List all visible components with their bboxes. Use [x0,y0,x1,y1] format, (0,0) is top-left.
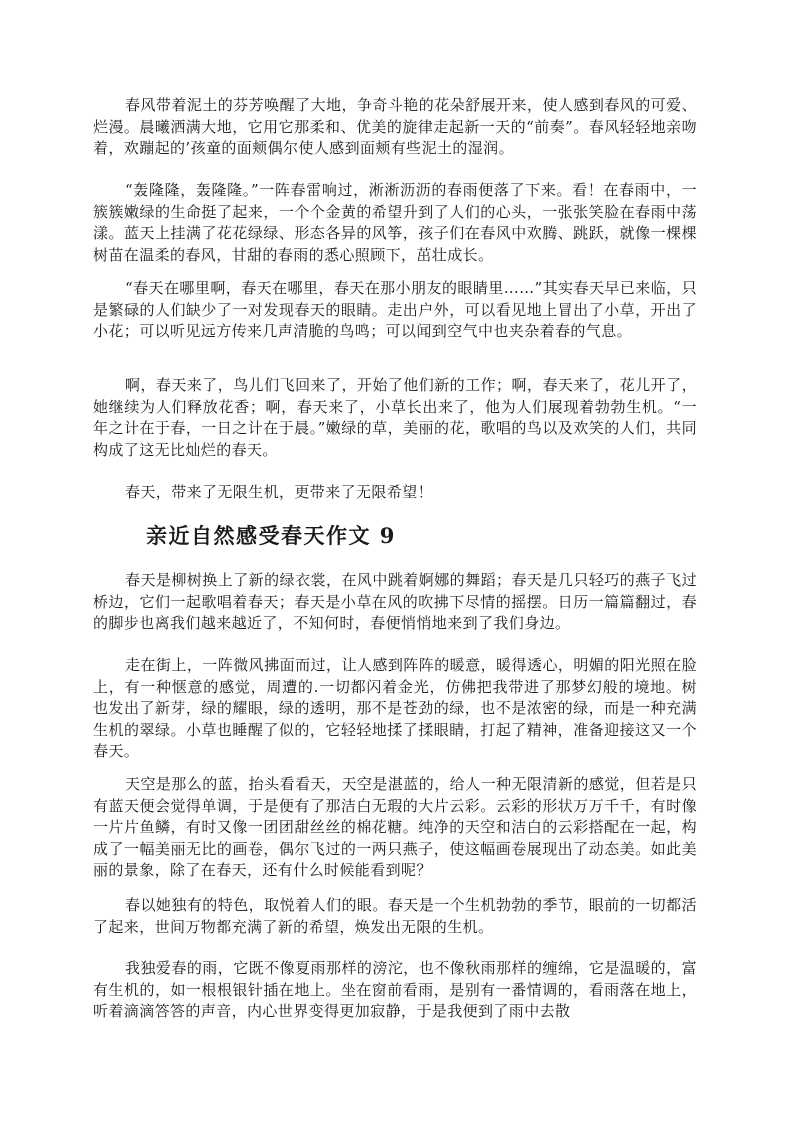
paragraph-8: 天空是那么的蓝，抬头看看天，天空是湛蓝的，给人一种无限清新的感觉，但若是只有蓝天便会觉得单调，于是便有了那洁白无瑕的大片云彩。云彩的形状万万千千，有时像一片片鱼鳞，有时又像一团团甜丝丝的棉花糖。纯净的天空和洁白的云彩搭配在一起，构成了一幅美丽无比的画卷，偶尔飞过的一两只燕子，使这幅画卷展现出了动态美。如此美丽的景象，除了在春天，还有什么时候能看到呢？ [93,775,697,879]
section-title: 亲近自然感受春天作文 9 [146,523,396,548]
paragraph-6: 春天是柳树换上了新的绿衣裳，在风中跳着婀娜的舞蹈；春天是几只轻巧的燕子飞过桥边，它们一起歌唱着春天；春天是小草在风的吹拂下尽情的摇摆。日历一篇篇翻过，春的脚步也离我们越来越近了，不知何时，春便悄悄地来到了我们身边。 [93,571,697,632]
paragraph-9: 春以她独有的特色，取悦着人们的眼。春天是一个生机勃勃的季节，眼前的一切都活了起来，世间万物都充满了新的希望，焕发出无限的生机。 [93,896,697,936]
paragraph-2: “轰隆隆，轰隆隆。”一阵春雷响过，淅淅沥沥的春雨便落了下来。看！在春雨中，一簇簇嫩绿的生命挺了起来，一个个金黄的希望升到了人们的心头，一张张笑脸在春雨中荡漾。蓝天上挂满了花花绿绿、形态各异的风筝，孩子们在春风中欢腾、跳跃，就像一棵棵树苗在温柔的春风，甘甜的春雨的悉心照顾下，茁壮成长。 [93,181,697,264]
paragraph-5: 春天，带来了无限生机，更带来了无限希望！ [125,483,434,501]
paragraph-10: 我独爱春的雨，它既不像夏雨那样的滂沱，也不像秋雨那样的缠绵，它是温暖的，富有生机的，如一根根银针插在地上。坐在窗前看雨，是别有一番情调的，看雨落在地上，听着滴滴答答的声音，内心世界变得更加寂静，于是我便到了雨中去散 [93,959,697,1020]
paragraph-3: “春天在哪里啊，春天在哪里，春天在那小朋友的眼睛里……”其实春天早已来临，只是繁碌的人们缺少了一对发现春天的眼睛。走出户外，可以看见地上冒出了小草，开出了小花；可以听见远方传来几声清脆的鸟鸣；可以闻到空气中也夹杂着春的气息。 [93,279,697,340]
paragraph-4: 啊，春天来了，鸟儿们飞回来了，开始了他们新的工作；啊，春天来了，花儿开了，她继续为人们释放花香；啊，春天来了，小草长出来了，他为人们展现着勃勃生机。“一年之计在于春，一日之计在于晨。”嫩绿的草，美丽的花，歌唱的鸟以及欢笑的人们，共同构成了这无比灿烂的春天。 [93,376,697,459]
paragraph-7: 走在街上，一阵微风拂面而过，让人感到阵阵的暖意，暖得透心，明媚的阳光照在脸上，有一种惬意的感觉，周遭的.一切都闪着金光，仿佛把我带进了那梦幻般的境地。树也发出了新芽，绿的耀眼，绿的透明，那不是苍劲的绿，也不是浓密的绿，而是一种充满生机的翠绿。小草也睡醒了似的，它轻轻地揉了揉眼睛，打起了精神，准备迎接这又一个春天。 [93,656,697,760]
paragraph-1: 春风带着泥土的芬芳唤醒了大地，争奇斗艳的花朵舒展开来，使人感到春风的可爱、烂漫。晨曦洒满大地，它用它那柔和、优美的旋律走起新一天的“前奏”。春风轻轻地亲吻着，欢蹦起的’孩童的面颊偶尔使人感到面颊有些泥土的湿润。 [93,96,697,157]
